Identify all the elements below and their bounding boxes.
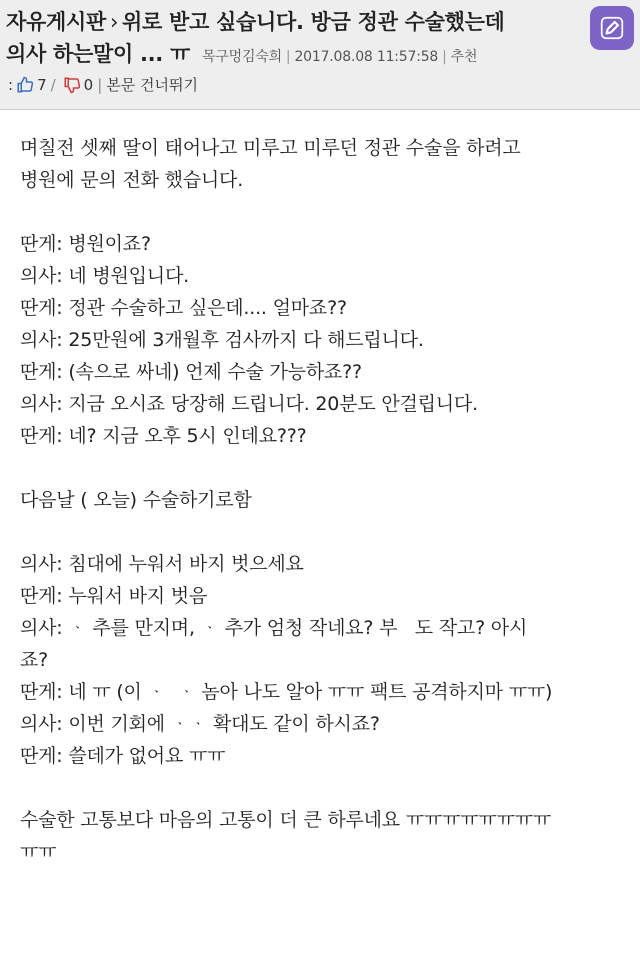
like-count: 7 — [37, 75, 47, 94]
post-title-line-1 — [6, 6, 640, 38]
post-body-line — [20, 516, 628, 548]
post-body-line — [20, 772, 628, 804]
post-title: 위로 받고 싶습니다. 방금 정관 수술했는데 — [122, 10, 505, 34]
post-body-line: 딴게: 병원이죠? — [20, 233, 151, 255]
board-link[interactable]: 자유게시판 — [6, 10, 106, 34]
post-title-continued: 의사 하는말이 ... ㅠ — [6, 42, 190, 66]
post-body-line: ㅠㅠ — [20, 841, 57, 863]
post-body-line: 딴게: 쓸데가 없어요 ㅠㅠ — [20, 745, 226, 767]
post-body-line: 딴게: 정관 수술하고 싶은데.... 얼마죠?? — [20, 297, 347, 319]
author-name[interactable]: 목구멍김숙희 — [201, 49, 282, 65]
post-body-line: 의사: 이번 기회에 ᆞᆞ 확대도 같이 하시죠? — [20, 713, 380, 735]
post-body-line: 의사: 지금 오시죠 당장해 드립니다. 20분도 안걸립니다. — [20, 393, 478, 415]
post-body-line: 의사: 25만원에 3개월후 검사까지 다 해드립니다. — [20, 329, 424, 351]
pencil-icon — [599, 15, 625, 41]
post-body-line: 수술한 고통보다 마음의 고통이 더 큰 하루네요 ㅠㅠㅠㅠㅠㅠㅠㅠ — [20, 809, 552, 831]
post-body-line: 다음날 ( 오늘) 수술하기로함 — [20, 489, 252, 511]
post-body-line: 딴게: 네 ㅠ (이 ᆞ ᆞ 놈아 나도 알아 ㅠㅠ 팩트 공격하지마 ㅠㅠ) — [20, 681, 553, 703]
skip-to-content-link[interactable]: 본문 건너뛰기 — [106, 76, 198, 94]
vote-bar: : 7 / 0 | 본문 건너뛰기 — [8, 75, 198, 94]
post-body-line: 의사: 침대에 누워서 바지 벗으세요 — [20, 553, 304, 575]
post-body-line: 죠? — [20, 649, 49, 671]
breadcrumb-separator: › — [109, 10, 119, 34]
post-body — [0, 110, 640, 868]
post-body-line: 의사: 네 병원입니다. — [20, 265, 189, 287]
post-header — [0, 0, 640, 110]
post-body-line — [20, 196, 628, 228]
dislike-count: 0 — [83, 75, 94, 94]
post-body-line — [20, 452, 628, 484]
post-title-line-2 — [6, 38, 640, 70]
thumbs-down-icon[interactable] — [63, 76, 81, 94]
post-meta: 목구멍김숙희 | 2017.08.08 11:57:58 | 추천 — [201, 49, 478, 65]
post-body-line: 며칠전 셋째 딸이 태어나고 미루고 미루던 정관 수술을 하려고 — [20, 137, 521, 159]
recommend-label: 추천 — [450, 49, 478, 65]
post-body-line: 딴게: (속으로 싸네) 언제 수술 가능하죠?? — [20, 361, 362, 383]
post-body-line: 의사: ᆞ 추를 만지며, ᆞ 추가 엄청 작네요? 부 도 작고? 아시 — [20, 617, 528, 639]
edit-button[interactable] — [590, 6, 634, 50]
thumbs-up-icon[interactable] — [16, 76, 34, 94]
post-body-line: 딴게: 네? 지금 오후 5시 인데요??? — [20, 425, 307, 447]
post-datetime: 2017.08.08 11:57:58 — [294, 49, 439, 65]
post-body-line: 딴게: 누워서 바지 벗음 — [20, 585, 208, 607]
post-body-line: 병원에 문의 전화 했습니다. — [20, 169, 244, 191]
vote-prefix: : — [8, 75, 14, 94]
